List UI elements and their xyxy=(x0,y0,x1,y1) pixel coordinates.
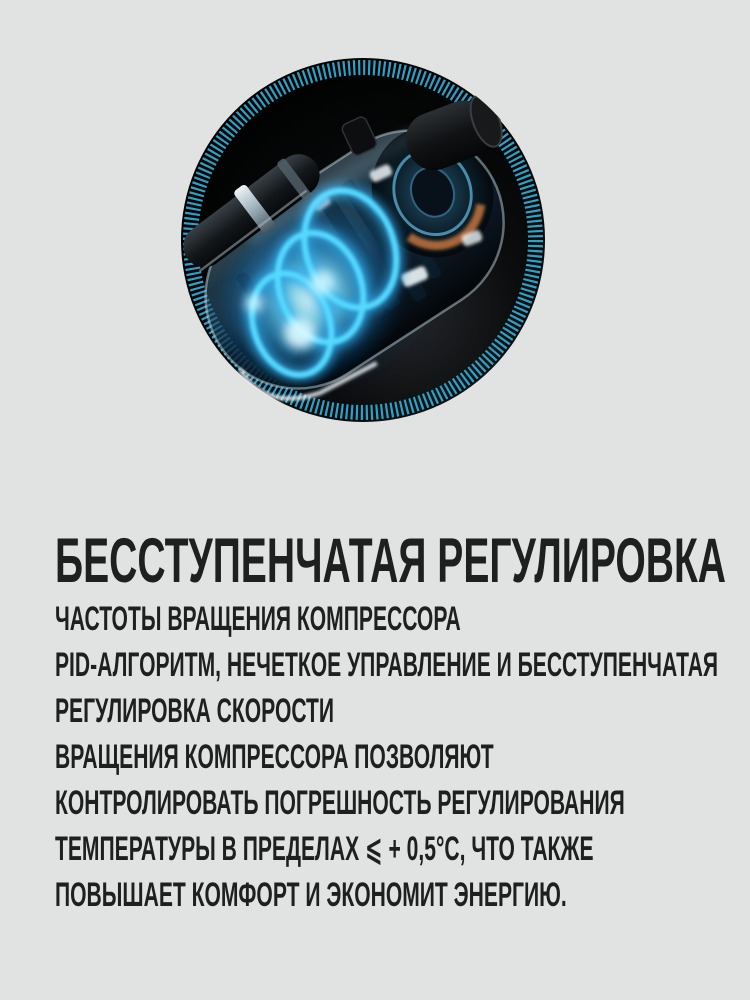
body-line: PID-АЛГОРИТМ, НЕЧЕТКОЕ УПРАВЛЕНИЕ И БЕССТУПЕНЧАТАЯ xyxy=(55,646,719,684)
page-subtitle: ЧАСТОТЫ ВРАЩЕНИЯ КОМПРЕССОРА xyxy=(55,600,461,638)
hero-image xyxy=(181,58,545,422)
body-line: РЕГУЛИРОВКА СКОРОСТИ xyxy=(55,692,335,730)
compressor-illustration-icon xyxy=(181,58,545,422)
text-block xyxy=(55,526,727,918)
body-line: ТЕМПЕРАТУРЫ В ПРЕДЕЛАХ ⩽ + 0,5°C, ЧТО ТАКЖЕ xyxy=(55,830,594,868)
body-line: ВРАЩЕНИЯ КОМПРЕССОРА ПОЗВОЛЯЮТ xyxy=(55,738,494,776)
page-title: БЕССТУПЕНЧАТАЯ РЕГУЛИРОВКА xyxy=(55,526,727,596)
body-line: КОНТРОЛИРОВАТЬ ПОГРЕШНОСТЬ РЕГУЛИРОВАНИЯ xyxy=(55,784,625,822)
body-line: ПОВЫШАЕТ КОМФОРТ И ЭКОНОМИТ ЭНЕРГИЮ. xyxy=(55,876,567,914)
